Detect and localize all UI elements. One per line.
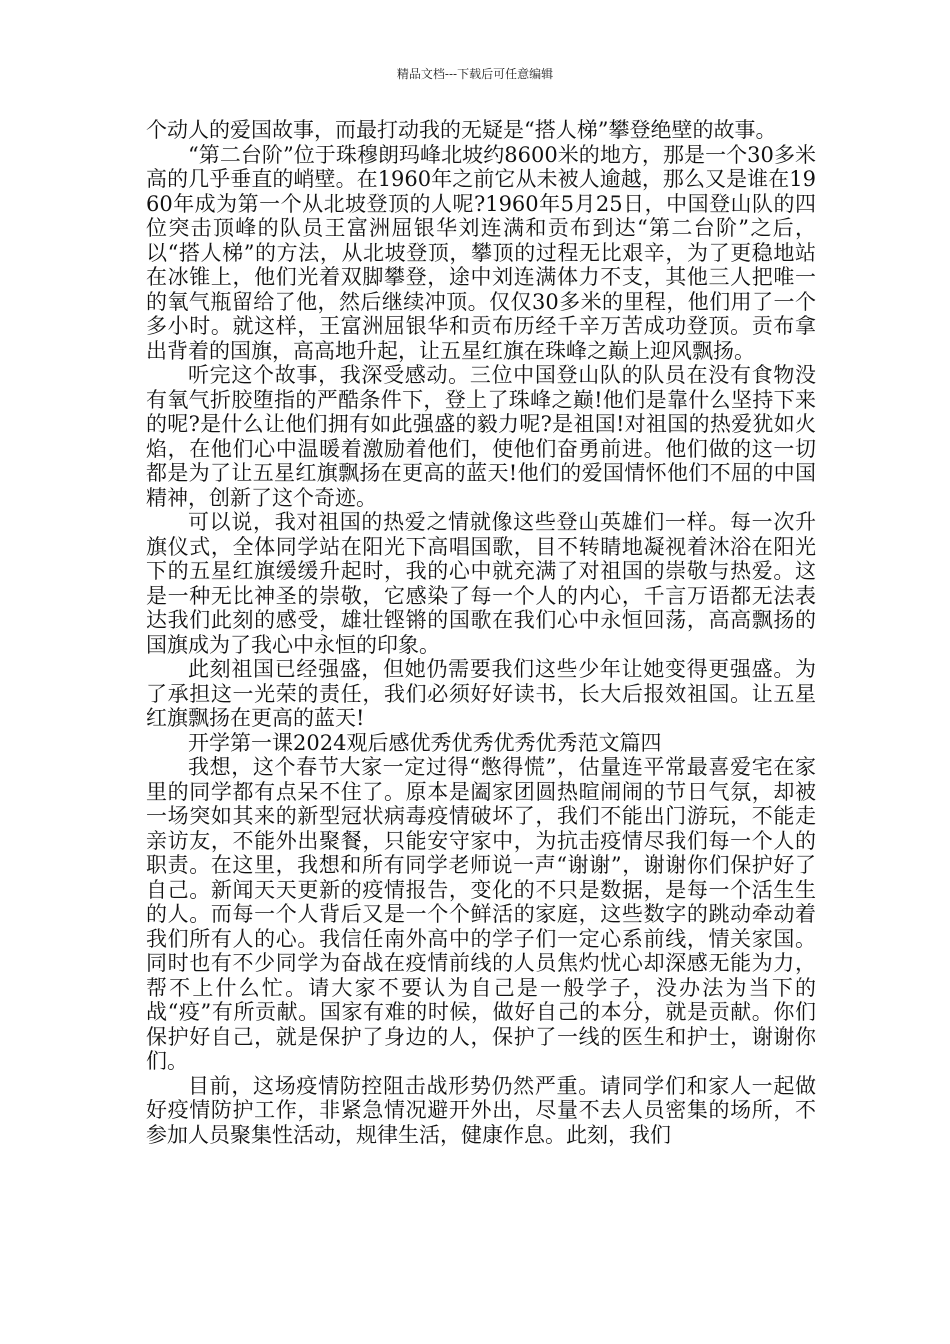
paragraph-flag-ceremony: 可以说，我对祖国的热爱之情就像这些登山英雄们一样。每一次升旗仪式，全体同学站在阳光下高唱国歌，目不转睛地凝视着沐浴在阳光下的五星红旗缓缓升起时，我的心中就充满了对祖国的崇敬与热爱。这是一种无比神圣的崇敬，它感染了每一个人的内心，千言万语都无法表达我们此刻的感受，雄壮铿锵的国歌在我们心中永恒回荡，高高飘扬的国旗成为了我心中永恒的印象。 <box>146 510 816 657</box>
paragraph-continued: 个动人的爱国故事，而最打动我的无疑是“搭人梯”攀登绝壁的故事。 <box>146 118 777 142</box>
paragraph-epidemic-prevention: 目前，这场疫情防控阻击战形势仍然严重。请同学们和家人一起做好疫情防护工作，非紧急情况避开外出，尽量不去人员密集的场所，不参加人员聚集性活动，规律生活，健康作息。此刻，我们 <box>146 1073 816 1147</box>
document-body <box>146 118 816 1147</box>
paragraph-reflection: 听完这个故事，我深受感动。三位中国登山队的队员在没有食物没有氧气折胶堕指的严酷条件下，登上了珠峰之巅!他们是靠什么坚持下来的呢?是什么让他们拥有如此强盛的毅力呢?是祖国!对祖国的热爱犹如火焰，在他们心中温暖着激励着他们，使他们奋勇前进。他们做的这一切都是为了让五星红旗飘扬在更高的蓝天!他们的爱国情怀他们不屈的中国精神，创新了这个奇迹。 <box>146 363 816 510</box>
paragraph-second-step-story: “第二台阶”位于珠穆朗玛峰北坡约8600米的地方，那是一个30多米高的几乎垂直的峭壁。在1960年之前它从未被人逾越，那么又是谁在1960年成为第一个从北坡登顶的人呢?1960年5月25日，中国登山队的四位突击顶峰的队员王富洲屈银华刘连满和贡布到达“第二台阶”之后，以“搭人梯”的方法，从北坡登顶，攀顶的过程无比艰辛，为了更稳地站在冰锥上，他们光着双脚攀登，途中刘连满体力不支，其他三人把唯一的氧气瓶留给了他，然后继续冲顶。仅仅30多米的里程，他们用了一个多小时。就这样，王富洲屈银华和贡布历经千辛万苦成功登顶。贡布拿出背着的国旗，高高地升起，让五星红旗在珠峰之巅上迎风飘扬。 <box>146 142 816 363</box>
paragraph-spring-festival: 我想，这个春节大家一定过得“憋得慌”，估量连平常最喜爱宅在家里的同学都有点呆不住了。原本是阖家团圆热暄闹闹的节日气氛，却被一场突如其来的新型冠状病毒疫情破坏了，我们不能出门游玩，不能走亲访友，不能外出聚餐，只能安守家中，为抗击疫情尽我们每一个人的职责。在这里，我想和所有同学老师说一声“谢谢”，谢谢你们保护好了自己。新闻天天更新的疫情报告，变化的不只是数据，是每一个活生生的人。而每一个人背后又是一个个鲜活的家庭，这些数字的跳动牵动着我们所有人的心。我信任南外高中的学子们一定心系前线，情关家国。同时也有不少同学为奋战在疫情前线的人员焦灼忧心却深感无能为力，帮不上什么忙。请大家不要认为自己是一般学子，没办法为当下的战“疫”有所贡献。国家有难的时候，做好自己的本分，就是贡献。你们保护好自己，就是保护了身边的人，保护了一线的医生和护士，谢谢你们。 <box>146 755 816 1073</box>
page-header: 精品文档---下载后可任意编辑 <box>396 67 554 81</box>
section-heading: 开学第一课2024观后感优秀优秀优秀优秀范文篇四 <box>188 730 662 755</box>
paragraph-responsibility: 此刻祖国已经强盛，但她仍需要我们这些少年让她变得更强盛。为了承担这一光荣的责任，我们必须好好读书，长大后报效祖国。让五星红旗飘扬在更高的蓝天! <box>146 657 816 730</box>
